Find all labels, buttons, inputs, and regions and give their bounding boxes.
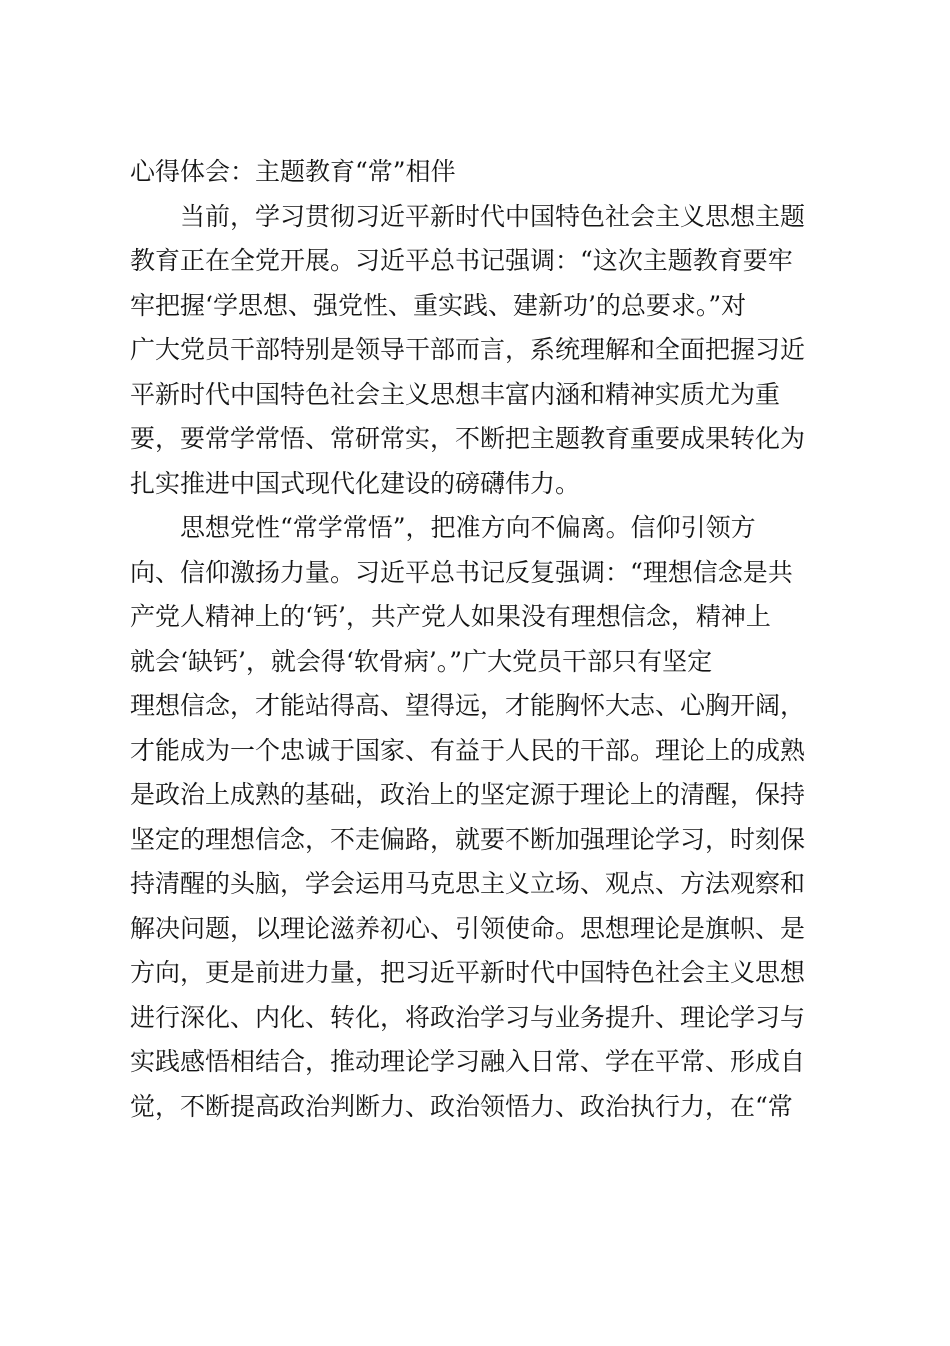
text-line: 方向，更是前进力量，把习近平新时代中国特色社会主义思想 bbox=[130, 958, 806, 987]
text-line: 思想党性“常学常悟”，把准方向不偏离。信仰引领方 bbox=[180, 513, 756, 542]
text-line: 平新时代中国特色社会主义思想丰富内涵和精神实质尤为重 bbox=[130, 379, 781, 409]
text-line: 坚定的理想信念，不走偏路，就要不断加强理论学习，时刻保 bbox=[130, 824, 806, 854]
text-line: 产党人精神上的‘钙’，共产党人如果没有理想信念，精神上 bbox=[130, 602, 771, 631]
text-line: 解决问题，以理论滋养初心、引领使命。思想理论是旗帜、是 bbox=[130, 913, 806, 943]
document-body bbox=[130, 150, 820, 1129]
text-line: 要，要常学常悟、常研常实，不断把主题教育重要成果转化为 bbox=[130, 424, 806, 453]
text-line: 教育正在全党开展。习近平总书记强调：“这次主题教育要牢 bbox=[130, 246, 793, 275]
text-line: 向、信仰激扬力量。习近平总书记反复强调：“理想信念是共 bbox=[130, 557, 793, 587]
text-line: 进行深化、内化、转化，将政治学习与业务提升、理论学习与 bbox=[130, 1002, 806, 1032]
text-line: 牢把握‘学思想、强党性、重实践、建新功’的总要求。”对 bbox=[130, 290, 747, 320]
document-title: 心得体会：主题教育“常”相伴 bbox=[130, 157, 456, 186]
text-line: 广大党员干部特别是领导干部而言，系统理解和全面把握习近 bbox=[130, 335, 806, 364]
text-line: 觉，不断提高政治判断力、政治领悟力、政治执行力，在“常 bbox=[130, 1091, 793, 1121]
text-line: 当前，学习贯彻习近平新时代中国特色社会主义思想主题 bbox=[180, 201, 806, 231]
text-line: 是政治上成熟的基础，政治上的坚定源于理论上的清醒，保持 bbox=[130, 780, 806, 809]
text-line: 理想信念，才能站得高、望得远，才能胸怀大志、心胸开阔， bbox=[130, 691, 806, 720]
text-line: 持清醒的头脑，学会运用马克思主义立场、观点、方法观察和 bbox=[130, 869, 806, 898]
paragraph-1 bbox=[130, 195, 820, 507]
text-line: 实践感悟相结合，推动理论学习融入日常、学在平常、形成自 bbox=[130, 1047, 806, 1076]
paragraph-2 bbox=[130, 506, 820, 1129]
text-line: 扎实推进中国式现代化建设的磅礴伟力。 bbox=[130, 468, 581, 498]
text-line: 才能成为一个忠诚于国家、有益于人民的干部。理论上的成熟 bbox=[130, 735, 806, 765]
text-line: 就会‘缺钙’，就会得‘软骨病’。”广大党员干部只有坚定 bbox=[130, 646, 713, 676]
